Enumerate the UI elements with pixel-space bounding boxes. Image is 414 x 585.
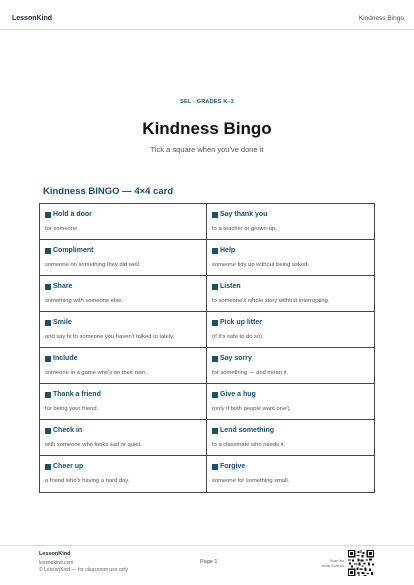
bingo-square-label: Check in <box>53 427 83 434</box>
bingo-square-heading <box>45 355 206 362</box>
bingo-square-heading <box>212 319 374 326</box>
bingo-square-heading <box>212 211 374 218</box>
footer-copyright: © LessonKind — for classroom use only <box>39 567 129 573</box>
bingo-square[interactable] <box>207 312 374 348</box>
bingo-square-label: Lend something <box>220 427 275 434</box>
bingo-square-detail: to a classmate who needs it. <box>212 442 286 448</box>
bingo-square-detail: for being your friend. <box>45 406 99 412</box>
bingo-square-heading <box>45 247 206 254</box>
bingo-square-detail: someone for something small. <box>212 478 290 484</box>
scan-caption-line-1: Scan for <box>329 559 344 563</box>
bingo-square-detail: to a teacher or grown-up. <box>212 226 277 232</box>
footer <box>0 545 414 585</box>
bingo-square-label: Give a hug <box>220 391 256 398</box>
bingo-square-detail: for someone. <box>45 226 79 232</box>
brand-logo-text: LessonKind <box>12 15 53 22</box>
bingo-square-detail: someone tidy up without being asked. <box>212 262 309 268</box>
bingo-square-heading <box>45 391 206 398</box>
bingo-square[interactable] <box>207 240 374 276</box>
bingo-square[interactable] <box>40 420 207 456</box>
scan-caption <box>322 559 344 568</box>
bingo-square-heading <box>212 391 374 398</box>
bingo-square-detail: a friend who's having a hard day. <box>45 478 130 484</box>
bingo-square-detail: (if it's safe to do so). <box>212 334 264 340</box>
footer-url[interactable]: lessonkind.com <box>39 560 74 566</box>
bingo-square-label: Compliment <box>53 247 94 254</box>
bingo-square-detail: to someone's whole story without interrupting. <box>212 298 330 304</box>
bingo-square-heading <box>45 463 206 470</box>
bingo-square-label: Thank a friend <box>53 391 101 398</box>
qr-code-icon <box>348 550 374 576</box>
checkbox-icon[interactable] <box>45 356 51 362</box>
header-document-title: Kindness Bingo <box>358 15 404 22</box>
bingo-square[interactable] <box>207 420 374 456</box>
scan-caption-line-2: more from us <box>321 563 344 568</box>
bingo-square-label: Include <box>53 355 78 362</box>
bingo-square-label: Pick up litter <box>220 319 263 326</box>
bingo-square-heading <box>212 283 374 290</box>
section-heading: Kindness BINGO — 4×4 card <box>43 186 174 197</box>
bingo-square-label: Forgive <box>220 463 246 470</box>
checkbox-icon[interactable] <box>212 392 218 398</box>
bingo-square-heading <box>212 427 374 434</box>
bingo-square-label: Listen <box>220 283 241 290</box>
bingo-square-detail: for something — and mean it. <box>212 370 289 376</box>
checkbox-icon[interactable] <box>45 320 51 326</box>
bingo-square-label: Help <box>220 247 236 254</box>
bingo-square[interactable] <box>207 384 374 420</box>
bingo-square-label: Say thank you <box>220 211 268 218</box>
bingo-square-heading <box>45 319 206 326</box>
eyebrow-label: SEL · GRADES K–3 <box>180 99 234 105</box>
bingo-square[interactable] <box>40 312 207 348</box>
page-number: Page 1 <box>200 559 218 565</box>
bingo-square[interactable] <box>207 204 374 240</box>
top-bar <box>0 0 414 30</box>
bingo-square-label: Say sorry <box>220 355 252 362</box>
checkbox-icon[interactable] <box>212 248 218 254</box>
bingo-square-detail: (only if both people want one!). <box>212 406 292 412</box>
bingo-square[interactable] <box>207 456 374 492</box>
checkbox-icon[interactable] <box>212 464 218 470</box>
bingo-square[interactable] <box>40 348 207 384</box>
bingo-card <box>39 203 375 493</box>
bingo-square-detail: someone on something they did well. <box>45 262 141 268</box>
checkbox-icon[interactable] <box>212 356 218 362</box>
bingo-square-heading <box>212 355 374 362</box>
checkbox-icon[interactable] <box>45 284 51 290</box>
bingo-square-heading <box>45 211 206 218</box>
bingo-square-label: Smile <box>53 319 72 326</box>
bingo-square-heading <box>212 247 374 254</box>
page-title: Kindness Bingo <box>142 119 272 138</box>
checkbox-icon[interactable] <box>212 320 218 326</box>
bingo-square-heading <box>45 283 206 290</box>
bingo-square[interactable] <box>207 276 374 312</box>
bingo-square-label: Cheer up <box>53 463 84 470</box>
bingo-square[interactable] <box>40 240 207 276</box>
bingo-square-detail: someone in a game who's on their own. <box>45 370 147 376</box>
checkbox-icon[interactable] <box>212 428 218 434</box>
bingo-square[interactable] <box>40 204 207 240</box>
bingo-square-detail: and say hi to someone you haven't talked to lately. <box>45 334 175 340</box>
bingo-square[interactable] <box>40 384 207 420</box>
bingo-square-label: Hold a door <box>53 211 92 218</box>
bingo-square-detail: something with someone else. <box>45 298 123 304</box>
bingo-square-label: Share <box>53 283 73 290</box>
checkbox-icon[interactable] <box>45 248 51 254</box>
bingo-square[interactable] <box>207 348 374 384</box>
page-subtitle: Tick a square when you've done it <box>150 145 264 154</box>
checkbox-icon[interactable] <box>212 212 218 218</box>
checkbox-icon[interactable] <box>45 428 51 434</box>
footer-brand: LessonKind <box>39 551 71 557</box>
bingo-square[interactable] <box>40 456 207 492</box>
checkbox-icon[interactable] <box>45 464 51 470</box>
checkbox-icon[interactable] <box>45 212 51 218</box>
bingo-square-heading <box>45 427 206 434</box>
checkbox-icon[interactable] <box>45 392 51 398</box>
bingo-square-heading <box>212 463 374 470</box>
checkbox-icon[interactable] <box>212 284 218 290</box>
bingo-square-detail: with someone who looks sad or quiet. <box>45 442 142 448</box>
bingo-square[interactable] <box>40 276 207 312</box>
